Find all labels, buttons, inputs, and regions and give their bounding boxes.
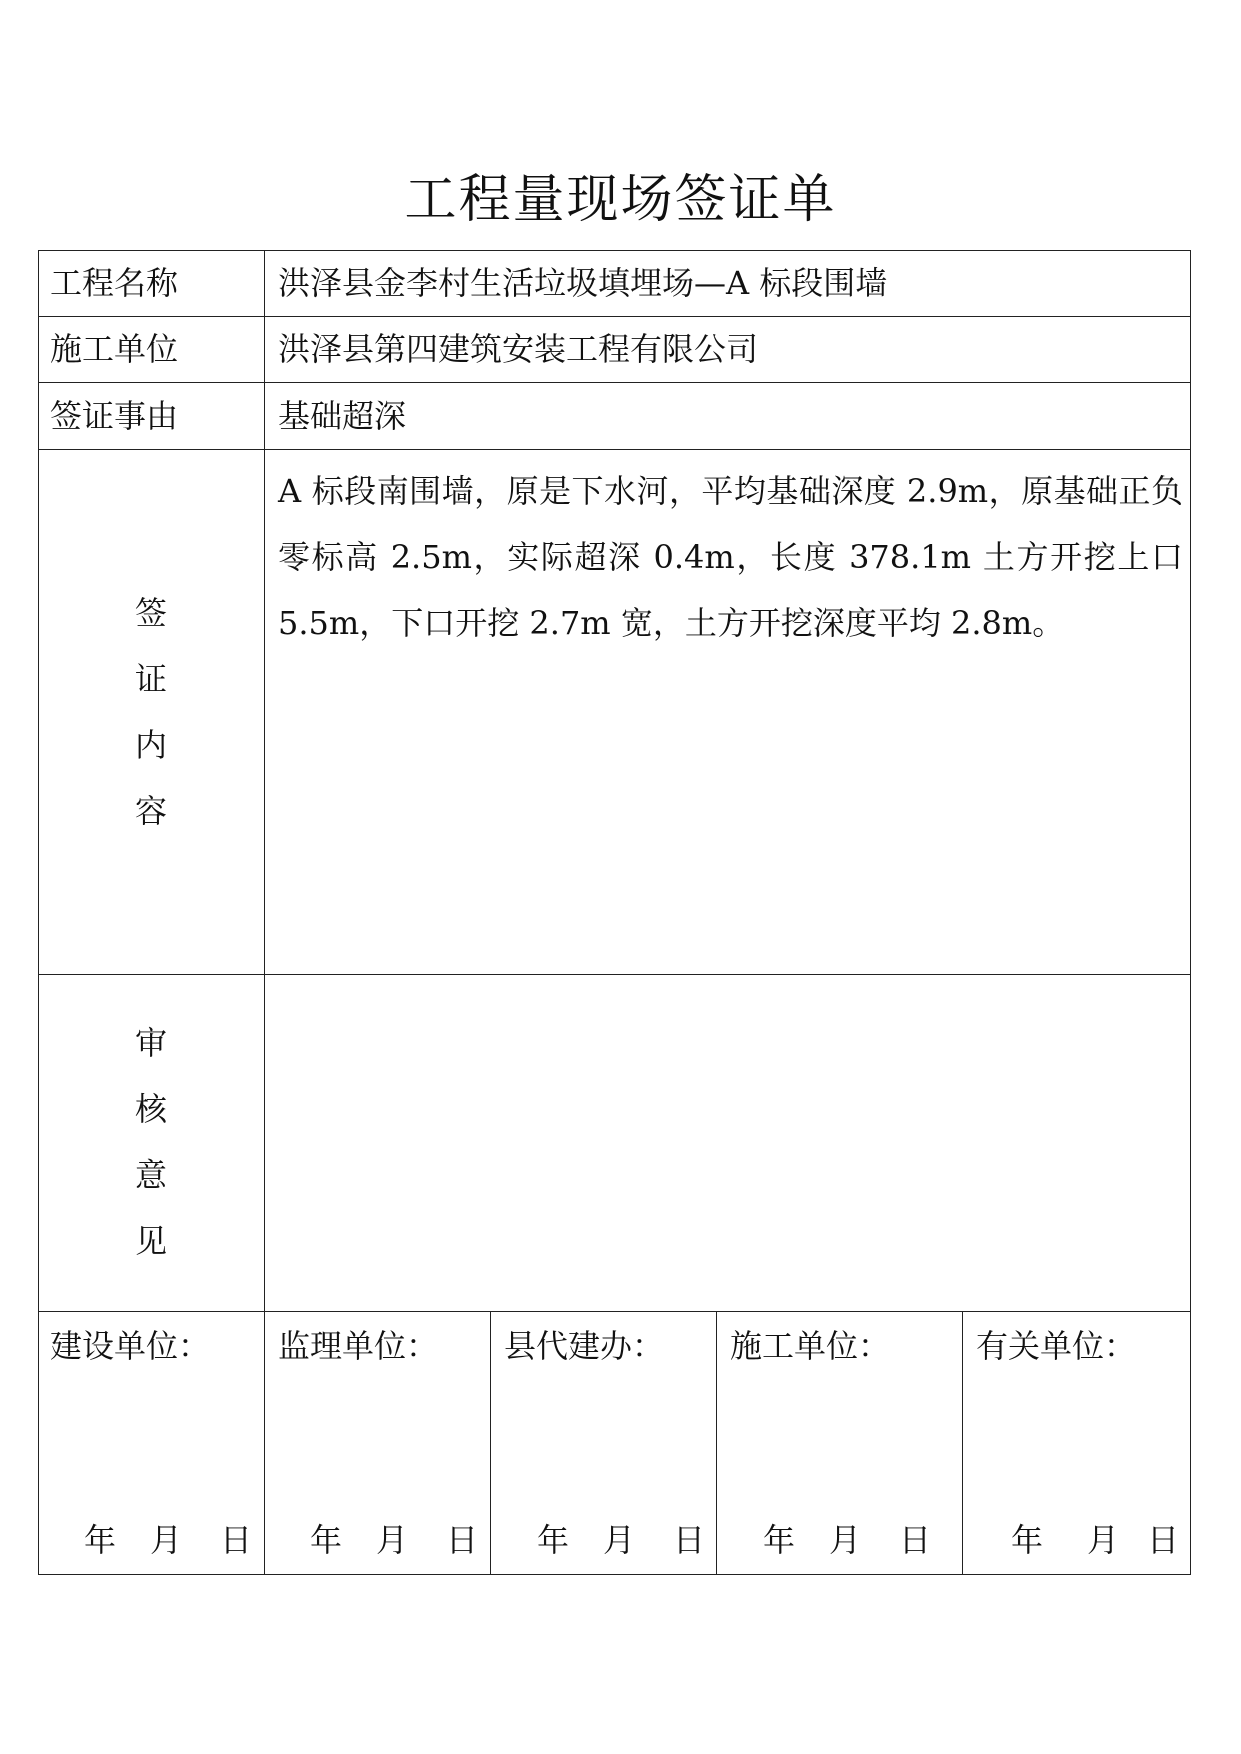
- review-label: [131, 1010, 171, 1274]
- column-divider: [264, 250, 265, 1575]
- date-year: 年: [763, 1521, 796, 1559]
- date-day: 日: [220, 1521, 253, 1559]
- reason-value: 基础超深: [278, 397, 407, 435]
- date-month: 月: [1087, 1521, 1120, 1559]
- content-label-char: 证: [134, 660, 167, 698]
- date-year: 年: [84, 1521, 117, 1559]
- review-label-char: 见: [134, 1222, 167, 1260]
- project-name-label: 工程名称: [50, 264, 179, 302]
- content-label-char: 内: [134, 726, 167, 764]
- project-name-value: 洪泽县金李村生活垃圾填埋场—A 标段围墙: [278, 264, 888, 302]
- row-divider: [38, 449, 1191, 450]
- signature-label: 监理单位：: [278, 1327, 439, 1365]
- column-divider: [490, 1311, 491, 1575]
- date-year: 年: [1011, 1521, 1044, 1559]
- form-title: 工程量现场签证单: [404, 170, 837, 230]
- contractor-label: 施工单位: [50, 330, 179, 368]
- date-day: 日: [899, 1521, 932, 1559]
- row-divider: [38, 382, 1191, 383]
- row-divider: [38, 316, 1191, 317]
- signature-label: 县代建办：: [504, 1327, 665, 1365]
- date-month: 月: [603, 1521, 636, 1559]
- signature-label: 有关单位：: [976, 1327, 1137, 1365]
- reason-label: 签证事由: [50, 397, 179, 435]
- column-divider: [716, 1311, 717, 1575]
- date-year: 年: [310, 1521, 343, 1559]
- date-year: 年: [537, 1521, 570, 1559]
- date-month: 月: [150, 1521, 183, 1559]
- row-divider: [38, 1311, 1191, 1312]
- date-day: 日: [446, 1521, 479, 1559]
- date-month: 月: [376, 1521, 409, 1559]
- signature-label: 施工单位：: [730, 1327, 891, 1365]
- row-divider: [38, 974, 1191, 975]
- review-label-char: 审: [134, 1024, 167, 1062]
- column-divider: [962, 1311, 963, 1575]
- content-text: A 标段南围墙，原是下水河，平均基础深度 2.9m，原基础正负零标高 2.5m，实际超深 0.4m，长度 378.1m 土方开挖上口 5.5m，下口开挖 2.7m 宽，土方开挖深度平均 2.8m。: [278, 472, 1183, 642]
- content-label-char: 容: [134, 792, 167, 830]
- content-label: [131, 580, 171, 844]
- review-label-char: 意: [134, 1156, 167, 1194]
- signature-label: 建设单位：: [50, 1327, 211, 1365]
- date-month: 月: [829, 1521, 862, 1559]
- date-day: 日: [673, 1521, 706, 1559]
- review-label-char: 核: [134, 1090, 167, 1128]
- content-label-char: 签: [134, 594, 167, 632]
- date-day: 日: [1147, 1521, 1180, 1559]
- contractor-value: 洪泽县第四建筑安装工程有限公司: [278, 330, 759, 368]
